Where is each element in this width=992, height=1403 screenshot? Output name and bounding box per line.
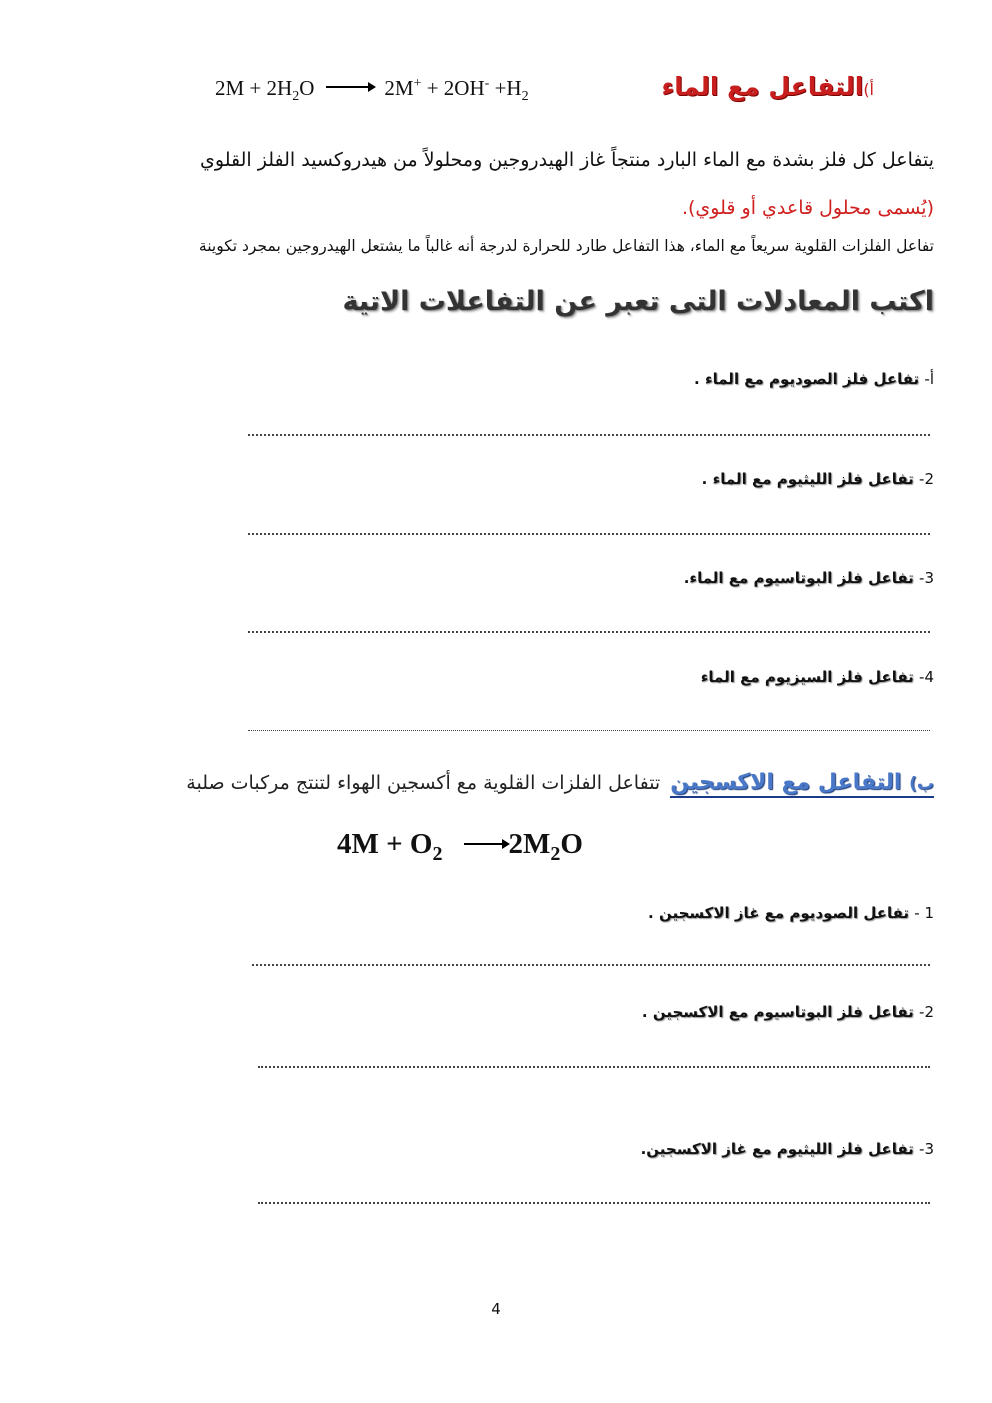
- section-a-paragraph-1: يتفاعل كل فلز بشدة مع الماء البارد منتجاً غاز الهيدروجين ومحلولاً من هيدروكسيد الفلز القلوي: [200, 149, 934, 171]
- eq-water-rhs-hydrogen: +H: [489, 76, 522, 100]
- eq-water-lhs: 2M + 2H: [215, 76, 293, 100]
- question-text: تفاعل فلز الليثيوم مع غاز الاكسجين: [646, 1140, 914, 1158]
- water-reaction-equation: [215, 76, 595, 110]
- eq-water-rhs-metal-charge: +: [413, 76, 422, 91]
- water-question-2: [234, 470, 934, 488]
- eq-oxygen-lhs-sub: 2: [432, 842, 443, 865]
- eq-water-rhs-metal: 2M: [384, 76, 414, 100]
- section-b-heading: [186, 770, 934, 804]
- section-a-title: التفاعل مع الماء: [661, 72, 864, 101]
- section-b-title-box: [670, 770, 934, 798]
- section-b-description: تتفاعل الفلزات القلوية مع أكسجين الهواء لتنتج مركبات صلبة: [186, 772, 661, 794]
- question-tail: .: [694, 370, 705, 388]
- section-a-marker: أ): [863, 80, 874, 99]
- oxygen-question-3: [234, 1140, 934, 1158]
- section-a-paragraph-2: تفاعل الفلزات القلوية سريعاً مع الماء، هذا التفاعل طارد للحرارة لدرجة أنه غالباً ما يشتعل الهيدروجين بمجرد تكوينة: [198, 237, 934, 255]
- question-text: تفاعل فلز البوتاسيوم مع الماء: [689, 569, 914, 587]
- answer-line-oxygen-1[interactable]: [252, 962, 930, 966]
- oxygen-question-1: [234, 904, 934, 922]
- answer-line-water-3[interactable]: [248, 629, 930, 633]
- question-number: 1 -: [914, 904, 934, 922]
- oxygen-question-2: [234, 1003, 934, 1021]
- eq-oxygen-rhs-tail: O: [560, 828, 583, 860]
- eq-oxygen-rhs-sub: 2: [550, 842, 561, 865]
- question-text: تفاعل الصوديوم مع غاز الاكسجين: [658, 904, 910, 922]
- eq-water-lhs-tail: O: [299, 76, 315, 100]
- section-b-marker: ب): [909, 774, 934, 794]
- exercise-title: اكتب المعادلات التى تعبر عن التفاعلات الاتية: [342, 286, 934, 317]
- question-tail: .: [641, 1003, 653, 1021]
- question-number: 3-: [919, 1140, 934, 1158]
- eq-water-rhs-hydroxide: + 2OH: [421, 76, 485, 100]
- question-number: 4-: [919, 668, 934, 686]
- question-tail: .: [648, 904, 659, 922]
- question-tail: .: [683, 569, 690, 587]
- question-number: أ-: [924, 370, 934, 388]
- question-text: تفاعل فلز الصوديوم مع الماء: [704, 370, 920, 388]
- water-question-1: [234, 370, 934, 388]
- section-a-heading: [661, 72, 874, 112]
- reaction-arrow-icon: [326, 86, 374, 88]
- answer-line-water-4[interactable]: [248, 728, 930, 731]
- water-question-4: [234, 668, 934, 686]
- eq-oxygen-lhs: 4M + O: [337, 828, 433, 860]
- answer-line-water-2[interactable]: [248, 531, 930, 535]
- question-text: تفاعل فلز الليثيوم مع الماء: [712, 470, 914, 488]
- eq-water-rhs-hydroxide-charge: -: [484, 76, 490, 91]
- section-a-paragraph-note: (يُسمى محلول قاعدي أو قلوي).: [681, 197, 934, 219]
- eq-water-rhs-hydrogen-sub: 2: [521, 89, 529, 105]
- eq-water-lhs-sub: 2: [292, 89, 300, 105]
- question-number: 2-: [919, 1003, 934, 1021]
- question-text: تفاعل فلز البوتاسيوم مع الاكسجين: [652, 1003, 914, 1021]
- question-number: 2-: [919, 470, 934, 488]
- page-number: 4: [491, 1300, 501, 1318]
- eq-oxygen-rhs: 2M: [508, 828, 551, 860]
- question-text: تفاعل فلز السيزيوم مع الماء: [700, 668, 914, 686]
- answer-line-oxygen-3[interactable]: [258, 1200, 930, 1204]
- answer-line-oxygen-2[interactable]: [258, 1064, 930, 1068]
- answer-line-water-1[interactable]: [248, 432, 930, 436]
- question-number: 3-: [919, 569, 934, 587]
- oxygen-reaction-equation: [337, 828, 637, 866]
- water-question-3: [234, 569, 934, 587]
- section-b-title: التفاعل مع الاكسجين: [670, 770, 902, 795]
- question-tail: .: [640, 1140, 647, 1158]
- reaction-arrow-icon: [464, 843, 508, 845]
- question-tail: .: [701, 470, 713, 488]
